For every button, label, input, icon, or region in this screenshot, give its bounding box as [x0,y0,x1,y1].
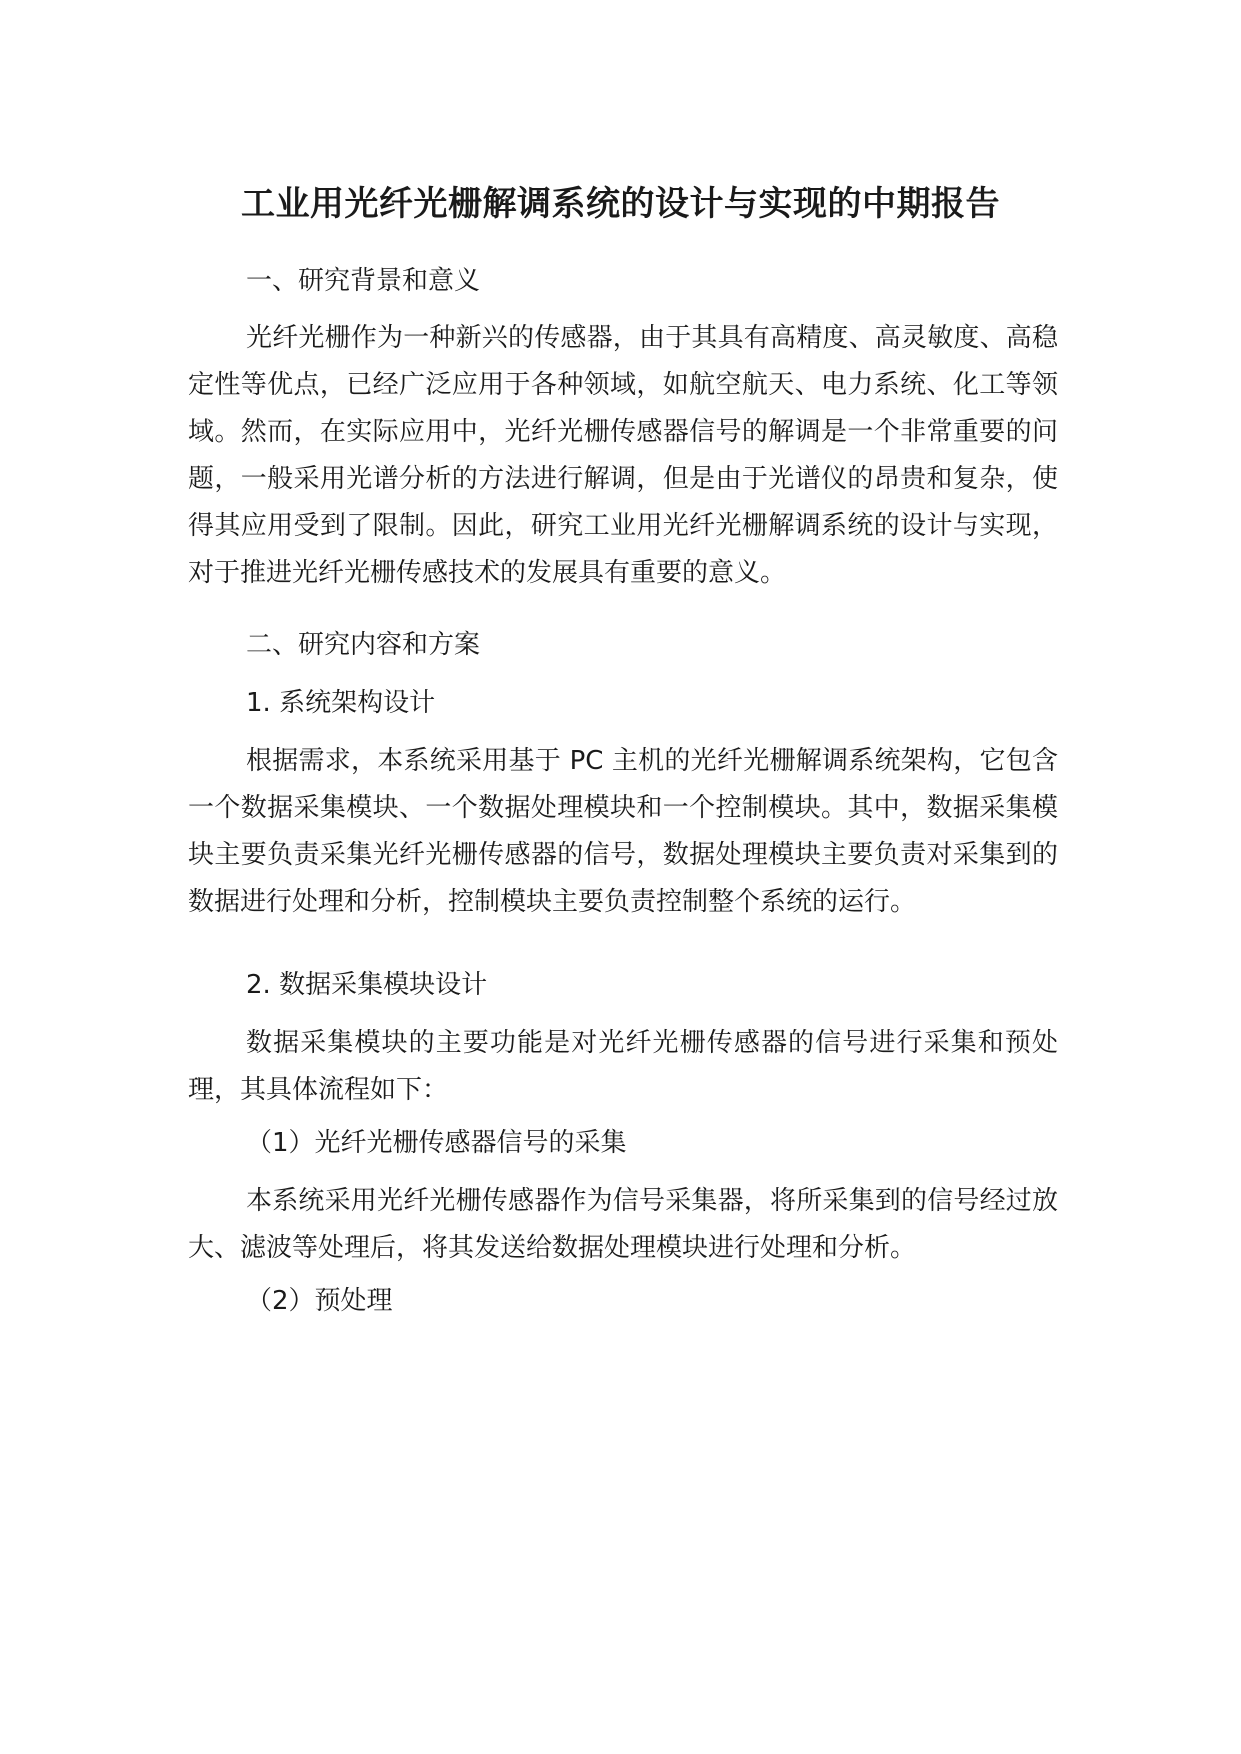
document-title: 工业用光纤光栅解调系统的设计与实现的中期报告 [241,184,1000,224]
subsection-heading-acquisition: 2. 数据采集模块设计 [246,970,488,1000]
paragraph-architecture: 根据需求，本系统采用基于 PC 主机的光纤光栅解调系统架构，它包含一个数据采集模块、一个数据处理模块和一个控制模块。其中，数据采集模块主要负责采集光纤光栅传感器的信号，数据处理模块主要负责对采集到的数据进行处理和分析，控制模块主要负责控制整个系统的运行。 [188,746,1058,917]
subsection-heading-architecture: 1. 系统架构设计 [246,688,436,718]
paragraph-acquisition: 数据采集模块的主要功能是对光纤光栅传感器的信号进行采集和预处理，其具体流程如下： [188,1028,1058,1105]
paragraph-background: 光纤光栅作为一种新兴的传感器，由于其具有高精度、高灵敏度、高稳定性等优点，已经广泛应用于各种领域，如航空航天、电力系统、化工等领域。然而，在实际应用中，光纤光栅传感器信号的解调是一个非常重要的问题，一般采用光谱分析的方法进行解调，但是由于光谱仪的昂贵和复杂，使得其应用受到了限制。因此，研究工业用光纤光栅解调系统的设计与实现，对于推进光纤光栅传感技术的发展具有重要的意义。 [188,323,1058,588]
item-heading-signal-acquisition: （1）光纤光栅传感器信号的采集 [246,1128,627,1158]
section-heading-background: 一、研究背景和意义 [246,266,481,296]
paragraph-signal-acquisition: 本系统采用光纤光栅传感器作为信号采集器，将所采集到的信号经过放大、滤波等处理后，将其发送给数据处理模块进行处理和分析。 [188,1186,1058,1263]
section-heading-content: 二、研究内容和方案 [246,630,481,660]
item-heading-preprocessing: （2）预处理 [246,1286,393,1316]
